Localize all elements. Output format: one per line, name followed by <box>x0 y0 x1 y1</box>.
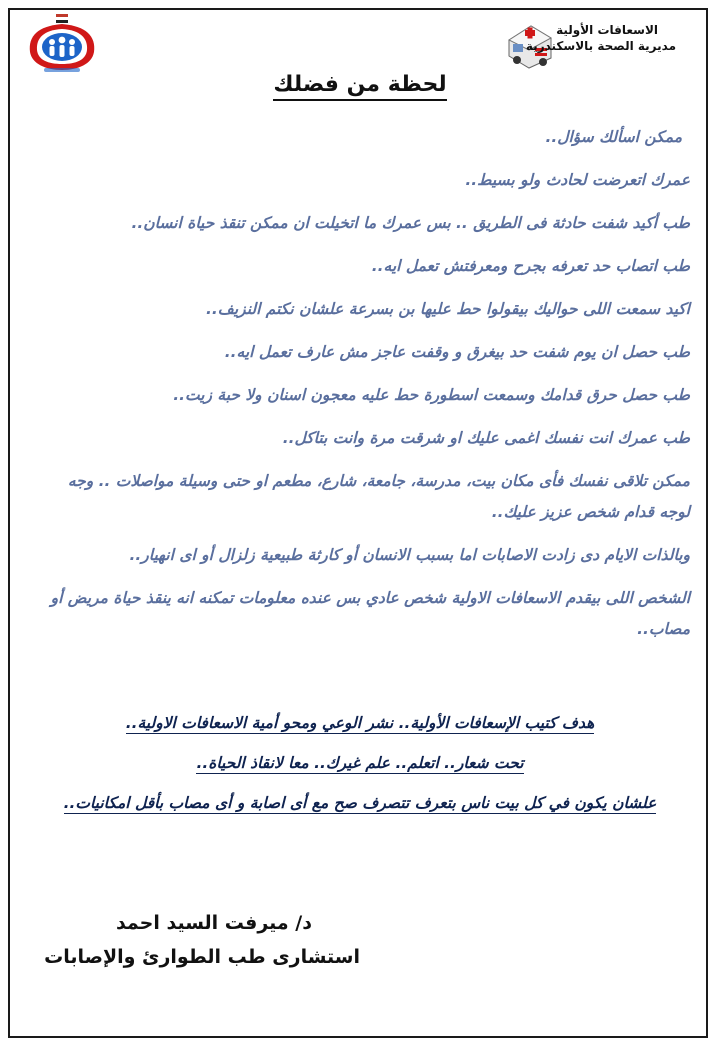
paragraph-7: طب حصل حرق قدامك وسمعت اسطورة حط عليه معجون اسنان ولا حبة زيت.. <box>173 386 690 404</box>
organization-header <box>480 22 680 54</box>
slogan-goal-text: هدف كتيب الإسعافات الأولية.. نشر الوعي ومحو أمية الاسعافات الاولية.. <box>125 714 595 732</box>
paragraph-6: طب حصل ان يوم شفت حد بيغرق و وقفت عاجز مش عارف تعمل ايه.. <box>224 343 690 361</box>
slogan-goal <box>40 708 680 738</box>
page-title <box>0 72 720 97</box>
slogan-aim-text: علشان يكون في كل بيت ناس بتعرف تتصرف صح مع أى اصابة و أى مصاب بأقل امكانيات.. <box>63 794 657 812</box>
slogan-motto <box>40 748 680 778</box>
org-name-line1: الاسعافات الأولية <box>556 23 658 37</box>
slogan-motto-text: تحت شعار.. اتعلم.. علم غيرك.. معا لانقاذ الحياة.. <box>196 754 524 772</box>
org-name-line2: مديرية الصحة بالاسكندرية <box>525 39 676 53</box>
page-title-text: لحظة من فضلك <box>273 72 446 101</box>
paragraph-2: عمرك اتعرضت لحادث ولو بسيط.. <box>465 171 690 189</box>
paragraph-10: وبالذات الايام دى زادت الاصابات اما بسبب الانسان أو كارثة طبيعية زلزال أو اى انهيار.. <box>129 546 690 564</box>
signature-position: استشارى طب الطوارئ والإصابات <box>44 946 360 968</box>
slogan-aim <box>40 788 680 818</box>
paragraph-9: ممكن تلاقى نفسك فأى مكان بيت، مدرسة، جامعة، شارع، مطعم او حتى وسيلة مواصلات .. وجه لوجه قدام شخص عزيز عليك.. <box>67 472 690 521</box>
signature-name: د/ ميرفت السيد احمد <box>115 912 312 934</box>
paragraph-4: طب اتصاب حد تعرفه بجرح ومعرفتش تعمل ايه.. <box>371 257 690 275</box>
paragraph-5: اكيد سمعت اللى حواليك بيقولوا حط عليها بن بسرعة علشان نكتم النزيف.. <box>206 300 690 318</box>
paragraph-3: طب أكيد شفت حادثة فى الطريق .. بس عمرك ما اتخيلت ان ممكن تنقذ حياة انسان.. <box>131 214 690 232</box>
signature-block <box>40 906 360 974</box>
ministry-of-health-logo <box>20 14 104 76</box>
paragraph-8: طب عمرك انت نفسك اغمى عليك او شرقت مرة وانت بتاكل.. <box>282 429 690 447</box>
paragraph-1: ممكن اسألك سؤال.. <box>545 128 682 146</box>
slogans-section <box>40 708 680 828</box>
paragraph-11: الشخص اللى بيقدم الاسعافات الاولية شخص عادي بس عنده معلومات تمكنه انه ينقذ حياة مريض أو مصاب.. <box>50 589 690 638</box>
body-text <box>46 122 690 645</box>
